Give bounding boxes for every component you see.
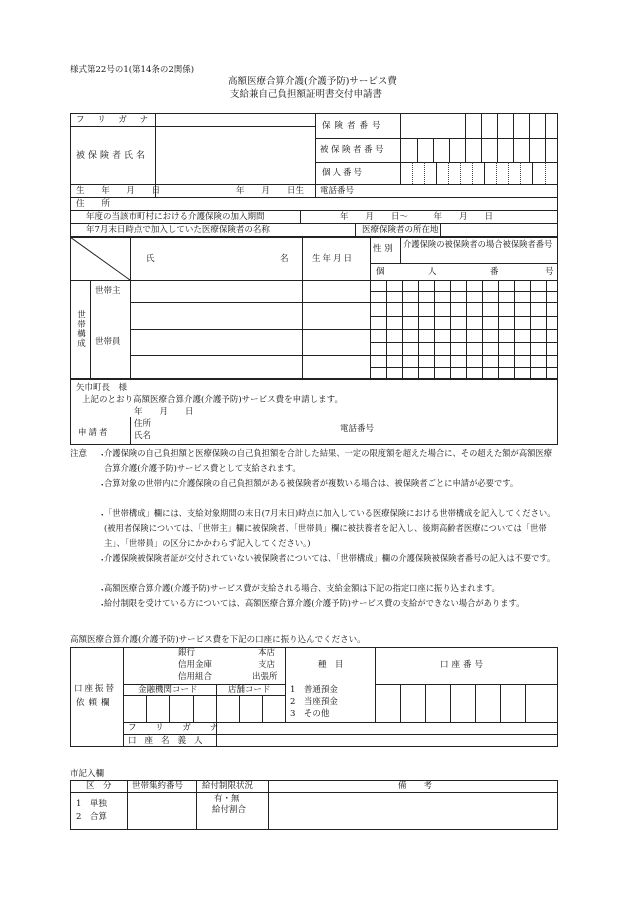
category-option-1: 2 合算 [76,812,107,822]
bank-side-label-2: 依頼欄 [76,698,114,708]
address-label: 住 所 [76,199,111,209]
household-number-header: 世帯集約番号 [132,781,184,791]
enroll-period-label: 年度の当該市町村における介護保険の加入期間 [86,212,265,222]
personal-number-label: 個人番号 [322,168,365,178]
note-item: 給付制限を受けている方については、高額医療合算介護(介護予防)サービス費の支給ができない場合があります。 [104,598,525,608]
bank-type-0: 銀行 [178,648,196,658]
bank-heading: 高額医療合算介護(介護予防)サービス費を下記の口座に振り込んでください。 [70,635,366,645]
addressee: 矢巾町長 様 [76,383,128,393]
bank-type-2: 信用組合 [178,672,213,682]
care-number-col-label: 介護保険の被保険者の場合被保険者番号 [403,239,553,249]
name-col-left: 氏 [146,254,155,264]
note-item: 「世帯構成」欄には、支給対象期間の末日(7月末日)時点に加入している医療保険における世帯構成を記入してください。(被用者保険については、「世帯主」欄に被保険者、「世帯員」欄に被扶養者を記入し、後期高齢者医療については「世帯主」、「世帯員」の区分にかかわらず記入してください。) [104,508,556,548]
diagonal-slash [70,237,130,280]
bank-side-label-1: 口座振替 [74,684,117,694]
account-type-0: 1 普通預金 [290,685,338,695]
category-option-0: 1 単独 [76,799,107,809]
account-number-label: 口座番号 [440,660,487,670]
insured-name-label: 被保険者氏名 [76,151,149,161]
application-statement: 上記のとおり高額医療合算介護(介護予防)サービス費を申請します。 [82,395,343,405]
phone-label: 電話番号 [320,186,355,196]
note-item: 合算対象の世帯内に介護保険の自己負担額がある被保険者が複数いる場合は、被保険者ごとに申請が必要です。 [104,478,519,488]
note-item: 高額医療合算介護(介護予防)サービス費が支給される場合、支給金額は下記の指定口座に振り込まれます。 [104,583,500,593]
notes-label: 注意 [70,449,88,459]
city-heading: 市記入欄 [70,769,105,779]
branch-code-label: 店舗コード [228,685,271,695]
note-item: 介護保険被保険者証が交付されていない被保険者については、「世帯構成」欄の介護保険被保険者番号の記入は不要です。 [104,553,556,563]
form-title-line2: 支給兼自己負担額証明書交付申請書 [230,89,383,100]
birth-date-label: 生 年 月 日 [76,186,168,196]
account-holder-label: 口座名義人 [128,736,211,746]
household-side-label: 世帯構成 [75,310,86,348]
note-item: 介護保険の自己負担額と医療保険の自己負担額を合計した結果、一定の限度額を超えた場合に、その超えた額が高額医療合算介護(介護予防)サービス費として支給されます。 [104,448,553,473]
benefit-ratio-label: 給付割合 [212,805,247,815]
household-head-label: 世帯主 [95,286,121,296]
bullet-icon: ・ [98,451,107,461]
gender-col-label: 性 別 [373,244,393,254]
account-type-label: 種 目 [318,660,344,670]
personal-number-col-3: 番 [490,267,499,277]
bank-type-1: 信用金庫 [178,660,213,670]
bullet-icon: ・ [98,556,107,566]
personal-number-col-2: 人 [428,267,437,277]
form-title-line1: 高額医療合算介護(介護予防)サービス費 [228,76,397,87]
medical-insurer-name-label: 年7月末日時点で加入していた医療保険者の名称 [86,225,270,235]
household-member-label: 世帯員 [95,337,121,347]
medical-insurer-address-label: 医療保険者の所在地 [362,225,439,235]
branch-type-2: 出張所 [252,672,278,682]
bullet-icon: ・ [98,601,107,611]
restriction-header: 給付制限状況 [202,781,254,791]
bullet-icon: ・ [98,586,107,596]
branch-type-1: 支店 [258,660,276,670]
enroll-period-value: 年 月 日〜 年 月 日 [340,212,494,222]
category-header: 区 分 [86,781,112,791]
personal-number-col-4: 号 [545,267,554,277]
applicant-name-label: 氏名 [134,431,152,441]
applicant-phone-label: 電話番号 [340,424,375,434]
form-number: 様式第22号の1(第14条の2関係) [70,65,195,75]
applicant-address-label: 住所 [134,419,152,429]
account-type-2: 3 その他 [290,709,330,719]
name-col-right: 名 [280,254,289,264]
account-type-1: 2 当座預金 [290,697,338,707]
bullet-icon: ・ [98,511,107,521]
remarks-header: 備 考 [398,781,433,791]
restriction-option: 有・無 [214,794,240,804]
branch-type-0: 本店 [258,648,276,658]
insured-number-label: 被保険者番号 [320,145,387,155]
furigana-label: フ リ ガ ナ [76,115,154,125]
bullet-icon: ・ [98,481,107,491]
personal-number-col-1: 個 [376,267,385,277]
institution-code-label: 金融機関コード [138,685,198,695]
applicant-label: 申請者 [78,428,110,438]
birth-col-label: 生年月日 [312,254,355,264]
birth-date-value: 年 月 日生 [236,186,305,196]
insurer-number-label: 保険者番号 [322,121,385,131]
application-date: 年 月 日 [134,407,194,417]
bank-furigana-label: フ リ ガ ナ [128,723,227,733]
